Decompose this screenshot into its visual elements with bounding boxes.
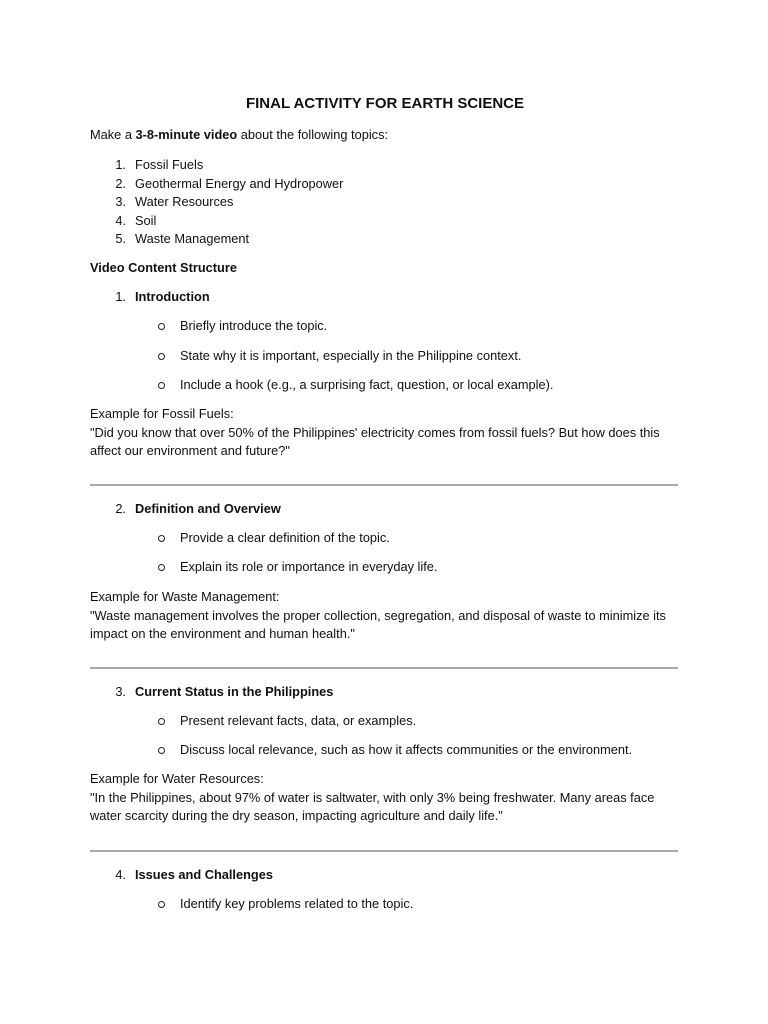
document-title: FINAL ACTIVITY FOR EARTH SCIENCE (245, 95, 525, 112)
example-block (90, 588, 680, 644)
example-text: "Waste management involves the proper collection, segregation, and disposal of waste to minimize its impact on the environment and human health." (90, 607, 666, 641)
topic-number: 5. (115, 231, 126, 247)
bullet-text: Explain its role or importance in everyday life. (180, 559, 438, 574)
section-divider (90, 484, 678, 486)
section-title: Issues and Challenges (135, 867, 273, 882)
section-title: Introduction (135, 289, 210, 304)
example-block (90, 405, 680, 461)
bullet-text: Include a hook (e.g., a surprising fact, question, or local example). (180, 377, 554, 392)
structure-heading: Video Content Structure (90, 260, 237, 275)
topic-label: Water Resources (135, 194, 234, 210)
section-divider (90, 850, 678, 852)
hollow-circle-bullet-icon (158, 353, 165, 360)
section-number: 1. (115, 289, 126, 304)
section-title: Current Status in the Philippines (135, 684, 334, 699)
topic-number: 2. (115, 175, 126, 191)
topic-label: Fossil Fuels (135, 157, 204, 172)
intro-paragraph (90, 126, 388, 145)
topic-number: 3. (115, 194, 126, 210)
topic-label: Geothermal Energy and Hydropower (135, 175, 344, 191)
example-label: Example for Water Resources: (90, 771, 264, 786)
hollow-circle-bullet-icon (158, 718, 165, 725)
topic-label: Soil (135, 212, 157, 228)
section-number: 2. (115, 501, 126, 516)
bullet-text: Identify key problems related to the topic. (180, 896, 414, 911)
section-divider (90, 667, 678, 669)
example-text: "In the Philippines, about 97% of water is saltwater, with only 3% being freshwater. Many areas face water scarcity during the dry season, impacting agriculture and daily life." (90, 789, 655, 823)
hollow-circle-bullet-icon (158, 535, 165, 542)
topic-number: 1. (115, 157, 126, 172)
hollow-circle-bullet-icon (158, 382, 165, 389)
bullet-text: Discuss local relevance, such as how it affects communities or the environment. (180, 742, 633, 757)
section-number: 3. (115, 684, 126, 699)
bullet-text: State why it is important, especially in the Philippine context. (180, 348, 522, 363)
bullet-text: Provide a clear definition of the topic. (180, 530, 390, 545)
topic-number: 4. (115, 212, 126, 228)
intro-prefix: Make a (90, 127, 136, 142)
bullet-text: Present relevant facts, data, or examples. (180, 713, 417, 728)
topic-label: Waste Management (135, 231, 250, 247)
example-label: Example for Waste Management: (90, 589, 280, 604)
example-block (90, 770, 680, 826)
intro-suffix: about the following topics: (237, 127, 389, 142)
hollow-circle-bullet-icon (158, 747, 165, 754)
example-label: Example for Fossil Fuels: (90, 406, 234, 421)
hollow-circle-bullet-icon (158, 323, 165, 330)
section-title: Definition and Overview (135, 501, 281, 516)
section-number: 4. (115, 867, 126, 882)
hollow-circle-bullet-icon (158, 564, 165, 571)
intro-emphasis: 3-8-minute video (135, 127, 238, 142)
example-text: "Did you know that over 50% of the Philippines' electricity comes from fossil fuels? But how does this affect our environment and future?" (90, 424, 660, 458)
bullet-text: Briefly introduce the topic. (180, 318, 328, 333)
hollow-circle-bullet-icon (158, 901, 165, 908)
